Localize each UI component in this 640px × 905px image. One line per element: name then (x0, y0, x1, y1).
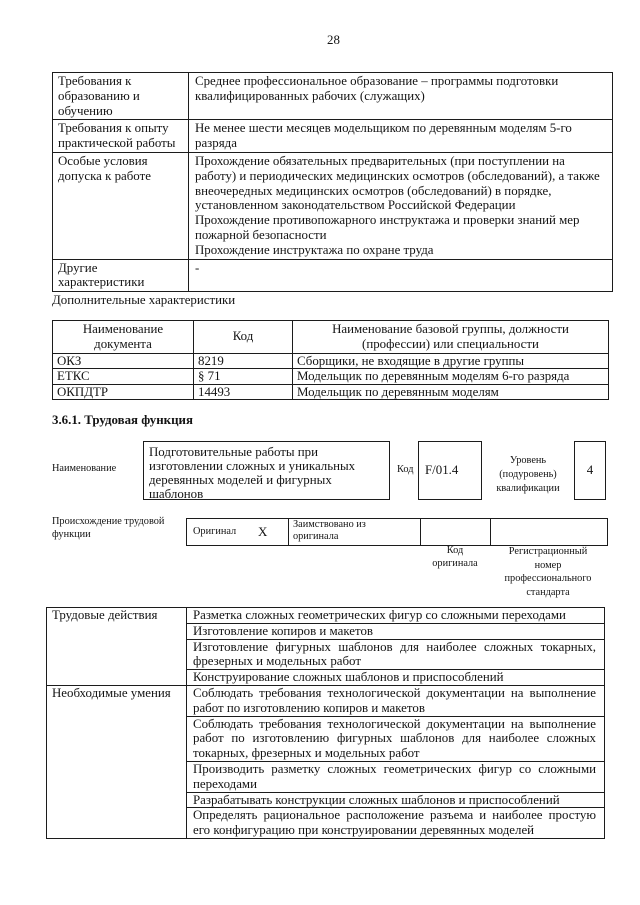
borrowed-cell (288, 519, 420, 545)
requirement-value (189, 120, 613, 153)
requirement-paragraph: Прохождение противопожарного инструктажа и проверки знаний мер пожарной безопасности (195, 213, 580, 242)
qualification-level-label: Уровень (подуровень) квалификации (496, 455, 560, 494)
function-name-box: Подготовительные работы при изготовлении сложных и уникальных деревянных моделей и фигурных шаблонов (143, 441, 390, 500)
group-name-cell: Модельщик по деревянным моделям 6-го разряда (293, 369, 609, 385)
required-skill-item: Производить разметку сложных геометрических фигур со сложными переходами (187, 761, 605, 792)
required-skill-item: Соблюдать требования технологической документации на выполнение работ по изготовлению копиров и макетов (187, 685, 605, 716)
code-cell: § 71 (194, 369, 293, 385)
code-cell: 8219 (194, 353, 293, 369)
table-row (47, 685, 605, 716)
function-code-box: F/01.4 (418, 441, 482, 500)
additional-characteristics-table (52, 320, 609, 400)
table-row (53, 259, 613, 292)
requirement-label: Требования к опыту практической работы (53, 120, 189, 153)
table-row (53, 152, 613, 259)
original-mark: X (258, 524, 268, 539)
requirement-value (189, 73, 613, 120)
document-name-cell: ОКПДТР (53, 384, 194, 400)
group-name-cell: Сборщики, не входящие в другие группы (293, 353, 609, 369)
table-row (53, 369, 609, 385)
original-cell (187, 519, 288, 545)
requirement-paragraph: Прохождение инструктажа по охране труда (195, 242, 434, 257)
requirement-value (189, 152, 613, 259)
table-row (47, 608, 605, 624)
requirement-paragraph: Не менее шести месяцев модельщиком по деревянным моделям 5-го разряда (195, 121, 572, 151)
code-label: Код (397, 464, 414, 475)
requirement-label: Особые условия допуска к работе (53, 152, 189, 259)
requirements-table (52, 72, 613, 292)
original-code-cell (420, 519, 490, 545)
group-label-required-skills: Необходимые умения (47, 685, 187, 838)
labor-function-heading: 3.6.1. Трудовая функция (52, 413, 193, 427)
requirement-paragraph: Прохождение обязательных предварительных (при поступлении на работу) и периодических медицинских осмотров (обследований), а также внеочередных медицинских осмотров (обследований) в порядке, установленном законодательством Российской Федерации (195, 153, 600, 213)
qualification-level-box: 4 (574, 441, 606, 500)
original-label: Оригинал (193, 526, 237, 537)
labor-action-item: Разметка сложных геометрических фигур со сложными переходами (187, 608, 605, 624)
column-header: Код (194, 321, 293, 354)
details-table (46, 607, 605, 839)
table-header-row (53, 321, 609, 354)
column-header: Наименование базовой группы, должности (профессии) или специальности (293, 321, 609, 354)
table-row (53, 384, 609, 400)
origin-label: Происхождение трудовой функции (52, 516, 165, 540)
registration-number-caption: Регистрационный номер профессионального стандарта (504, 546, 592, 599)
origin-boxes (186, 518, 608, 546)
page-number: 28 (327, 33, 340, 47)
name-label: Наименование (52, 463, 117, 474)
group-label-labor-actions: Трудовые действия (47, 608, 187, 686)
requirement-label: Другие характеристики (53, 259, 189, 292)
labor-action-item: Изготовление копиров и макетов (187, 623, 605, 639)
required-skill-item: Соблюдать требования технологической документации на выполнение работ по изготовлению фигурных шаблонов для наиболее сложных токарных, фрезерных и модельных работ (187, 716, 605, 761)
section-title: Дополнительные характеристики (52, 293, 236, 307)
borrowed-label: Заимствовано из оригинала (293, 519, 366, 542)
requirement-value (189, 259, 613, 292)
column-header: Наименование документа (53, 321, 194, 354)
requirement-label: Требования к образованию и обучению (53, 73, 189, 120)
labor-action-item: Изготовление фигурных шаблонов для наиболее сложных токарных, фрезерных и модельных работ (187, 639, 605, 670)
group-name-cell: Модельщик по деревянным моделям (293, 384, 609, 400)
code-cell: 14493 (194, 384, 293, 400)
table-row (53, 120, 613, 153)
document-name-cell: ОКЗ (53, 353, 194, 369)
original-code-caption: Код оригинала (432, 545, 478, 569)
required-skill-item: Определять рациональное расположение разъема и наиболее простую его конфигурацию при конструировании деревянных моделей (187, 808, 605, 839)
labor-action-item: Конструирование сложных шаблонов и приспособлений (187, 670, 605, 686)
requirement-paragraph: - (195, 260, 200, 275)
document-name-cell: ЕТКС (53, 369, 194, 385)
registration-number-cell (490, 519, 607, 545)
requirement-paragraph: Среднее профессиональное образование – программы подготовки квалифицированных рабочих (служащих) (195, 74, 559, 103)
table-row (53, 73, 613, 120)
required-skill-item: Разрабатывать конструкции сложных шаблонов и приспособлений (187, 792, 605, 808)
table-row (53, 353, 609, 369)
